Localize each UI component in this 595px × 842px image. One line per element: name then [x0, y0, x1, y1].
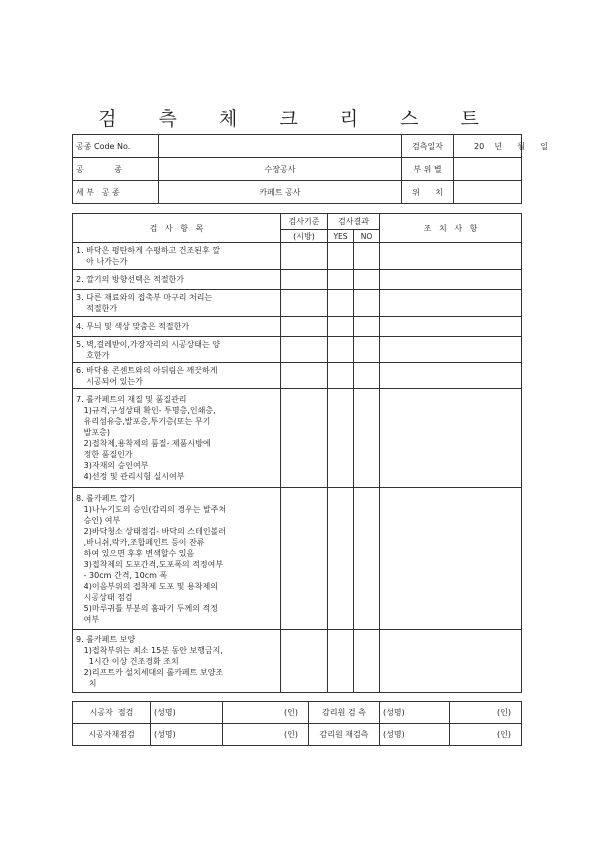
- code-label: 공종 Code No.: [73, 135, 159, 158]
- supervisor-check-name[interactable]: (성명): [380, 702, 450, 724]
- part-label: 부 위 별: [402, 158, 454, 181]
- supervisor-recheck-label: 감리원 재검측: [309, 724, 380, 746]
- builder-confirm-seal[interactable]: (인): [223, 724, 309, 746]
- col-action-header: 조 치 사 항: [380, 214, 522, 243]
- check-item: 9. 롤카페트 보양 1)접착부위는 최소 15분 동안 보행금지, 1시간 이상 건조경화 조치 2)리프트카 설치세대의 롤카페트 보양조 치: [73, 630, 281, 693]
- supervisor-check-seal[interactable]: (인): [450, 702, 522, 724]
- col-criteria-header: 검사기준: [281, 214, 328, 230]
- sub-label: 세 부 공 종: [73, 181, 159, 204]
- check-item: 6. 바닥용 콘센트와의 아뒤림은 깨끗하게 시공되어 있는가: [73, 363, 281, 389]
- no-cell[interactable]: [354, 270, 380, 290]
- supervisor-check-label: 감리원 검 측: [309, 702, 380, 724]
- header-table: [72, 134, 549, 204]
- action-cell[interactable]: [380, 337, 522, 363]
- date-label: 검측일자: [402, 135, 454, 158]
- action-cell[interactable]: [380, 290, 522, 317]
- builder-check-seal[interactable]: (인): [223, 702, 309, 724]
- col-item-header: 검 사 항 목: [73, 214, 281, 243]
- yes-cell[interactable]: [328, 337, 354, 363]
- action-cell[interactable]: [380, 317, 522, 337]
- yes-cell[interactable]: [328, 630, 354, 693]
- yes-cell[interactable]: [328, 243, 354, 270]
- no-cell[interactable]: [354, 317, 380, 337]
- criteria-cell[interactable]: [281, 290, 328, 317]
- criteria-cell[interactable]: [281, 389, 328, 488]
- criteria-cell[interactable]: [281, 270, 328, 290]
- check-item: 5. 벽,걸레받이,가장자리의 시공상태는 양 호한가: [73, 337, 281, 363]
- criteria-cell[interactable]: [281, 630, 328, 693]
- yes-cell[interactable]: [328, 317, 354, 337]
- builder-check-label: 시공자 점검: [73, 702, 151, 724]
- date-value[interactable]: 20 년 월 일: [454, 135, 522, 158]
- checklist-table: [72, 213, 522, 693]
- no-cell[interactable]: [354, 363, 380, 389]
- builder-confirm-label: 시공자재점검: [73, 724, 151, 746]
- work-label: 공 종: [73, 158, 159, 181]
- builder-confirm-name[interactable]: (성명): [151, 724, 223, 746]
- criteria-cell[interactable]: [281, 337, 328, 363]
- criteria-cell[interactable]: [281, 317, 328, 337]
- builder-check-name[interactable]: (성명): [151, 702, 223, 724]
- check-item: 2. 깔기의 방향선택은 적절한가: [73, 270, 281, 290]
- action-cell[interactable]: [380, 389, 522, 488]
- no-cell[interactable]: [354, 389, 380, 488]
- check-item: 7. 롤카페트의 재질 및 품질관리 1)규격,구성상태 확인- 투명층,인쇄층, 유리섬유층,발포층,투기층(또는 무기 발포층) 2)접착제,용착제의 품질- 제품시방에 정한 품질인가 3)자재의 승인여부 4)선정 및 관리시험 실시여부: [73, 389, 281, 488]
- col-no-header: NO: [354, 230, 380, 243]
- action-cell[interactable]: [380, 363, 522, 389]
- part-value[interactable]: [454, 158, 522, 181]
- col-yes-header: YES: [328, 230, 354, 243]
- no-cell[interactable]: [354, 243, 380, 270]
- page-title: 검 측 체 크 리 스 트: [98, 108, 497, 130]
- action-cell[interactable]: [380, 270, 522, 290]
- check-item: 4. 무늬 및 색상 맞춤은 적절한가: [73, 317, 281, 337]
- check-item: 3. 다른 재료와의 접촉부 마구리 처리는 적절한가: [73, 290, 281, 317]
- criteria-cell[interactable]: [281, 363, 328, 389]
- supervisor-recheck-name[interactable]: (성명): [380, 724, 450, 746]
- criteria-cell[interactable]: [281, 488, 328, 630]
- work-value[interactable]: 수장공사: [159, 158, 402, 181]
- yes-cell[interactable]: [328, 270, 354, 290]
- action-cell[interactable]: [380, 488, 522, 630]
- yes-cell[interactable]: [328, 290, 354, 317]
- code-value[interactable]: [159, 135, 402, 158]
- no-cell[interactable]: [354, 337, 380, 363]
- yes-cell[interactable]: [328, 363, 354, 389]
- signature-table: [72, 701, 522, 746]
- sub-value[interactable]: 카페트 공사: [159, 181, 402, 204]
- check-item: 1. 바닥은 평탄하게 수평하고 건조된후 깔 아 나가는가: [73, 243, 281, 270]
- col-result-header: 검사결과: [328, 214, 380, 230]
- criteria-cell[interactable]: [281, 243, 328, 270]
- action-cell[interactable]: [380, 243, 522, 270]
- no-cell[interactable]: [354, 290, 380, 317]
- col-criteria-sub: (시방): [281, 230, 328, 243]
- yes-cell[interactable]: [328, 389, 354, 488]
- yes-cell[interactable]: [328, 488, 354, 630]
- no-cell[interactable]: [354, 488, 380, 630]
- no-cell[interactable]: [354, 630, 380, 693]
- action-cell[interactable]: [380, 630, 522, 693]
- supervisor-recheck-seal[interactable]: (인): [450, 724, 522, 746]
- loc-label: 위 치: [402, 181, 454, 204]
- loc-value[interactable]: [454, 181, 522, 204]
- check-item: 8. 롤카페트 깔기 1)나누기도의 승인(감리의 경우는 발주처 승인) 여부 2)바닥청소 상태점검- 바닥의 스테인볼러 ,바니쉬,락카,조합페인트 등이 잔류 하여 있으면 후후 변색할수 있음 3)접착제의 도포간격,도포폭의 적정여부 - 30cm 간격, 10cm 폭 4)이음부위의 접착제 도포 및 용착제의 시공상태 점검 5)마루귀틀 부분의 홈파기 두께의 적정 여부: [73, 488, 281, 630]
